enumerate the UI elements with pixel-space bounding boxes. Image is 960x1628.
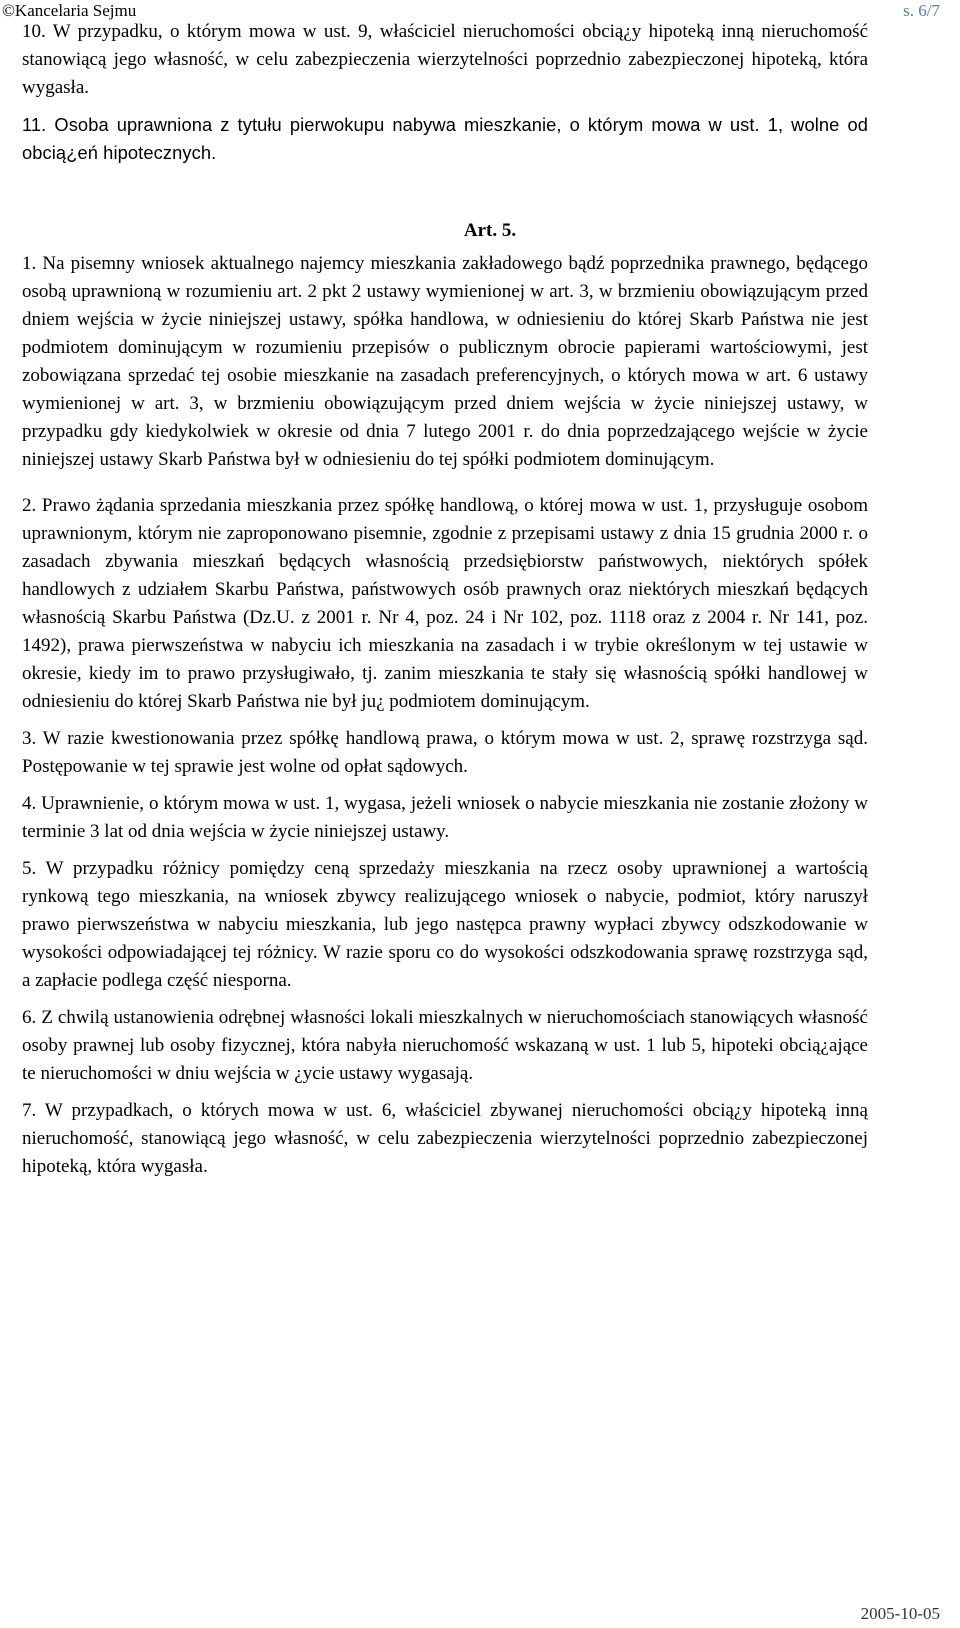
header-page-number: s. 6/7 <box>903 1 940 20</box>
article-title: Art. 5. <box>463 220 517 241</box>
article-paragraph-5: 5. W przypadku różnicy pomiędzy ceną sprzedaży mieszkania na rzecz osoby uprawnionej a wartością rynkową tego mieszkania, na wniosek zbywcy realizującego wniosek o nabycie, podmiot, który naruszył prawo pierwszeństwa w nabyciu mieszkania, lub jego następca prawny wypłaci zbywcy odszkodowanie w wysokości odpowiadającej tej różnicy. W razie sporu co do wysokości odszkodowania sprawę rozstrzyga sąd, a zapłacie podlega część niesporna. <box>22 858 868 991</box>
article-paragraph-1: 1. Na pisemny wniosek aktualnego najemcy mieszkania zakładowego bądź poprzednika prawnego, będącego osobą uprawnioną w rozumieniu art. 2 pkt 2 ustawy wymienionej w art. 3, w brzmieniu obowiązującym przed dniem wejścia w życie niniejszej ustawy, spółka handlowa, w odniesieniu do której Skarb Państwa nie jest podmiotem dominującym w rozumieniu przepisów o publicznym obrocie papierami wartościowymi, jest zobowiązana sprzedać tej osobie mieszkanie na zasadach preferencyjnych, o których mowa w art. 6 ustawy wymienionej w art. 3, w brzmieniu obowiązującym przed dniem wejścia w życie niniejszej ustawy, w przypadku gdy kiedykolwiek w okresie od dnia 7 lutego 2001 r. do dnia poprzedzającego wejście w życie niniejszej ustawy Skarb Państwa był w odniesieniu do tej spółki podmiotem dominującym. <box>22 253 868 470</box>
paragraph-11: 11. Osoba uprawniona z tytułu pierwokupu nabywa mieszkanie, o którym mowa w ust. 1, wolne od obcią¿eń hipotecznych. <box>22 114 868 163</box>
document-body <box>22 18 868 1181</box>
article-paragraph-6: 6. Z chwilą ustanowienia odrębnej własności lokali mieszkalnych w nieruchomościach stanowiących własność osoby prawnej lub osoby fizycznej, która nabyła nieruchomość wskazaną w ust. 1 lub 5, hipoteki obcią¿ające te nieruchomości w dniu wejścia w ¿ycie ustawy wygasają. <box>22 1007 868 1084</box>
footer-date: 2005-10-05 <box>860 1604 940 1623</box>
article-paragraph-7: 7. W przypadkach, o których mowa w ust. 6, właściciel zbywanej nieruchomości obcią¿y hipoteką inną nieruchomość, stanowiącą jego własność, w celu zabezpieczenia wierzytelności poprzednio zabezpieczonej hipoteką, która wygasła. <box>22 1100 868 1177</box>
article-paragraph-4: 4. Uprawnienie, o którym mowa w ust. 1, wygasa, jeżeli wniosek o nabycie mieszkania nie zostanie złożony w terminie 3 lat od dnia wejścia w życie niniejszej ustawy. <box>22 793 868 842</box>
article-paragraph-2: 2. Prawo żądania sprzedania mieszkania przez spółkę handlową, o której mowa w ust. 1, przysługuje osobom uprawnionym, którym nie zaproponowano pisemnie, zgodnie z przepisami ustawy z dnia 15 grudnia 2000 r. o zasadach zbywania mieszkań będących własnością przedsiębiorstw państwowych, niektórych spółek handlowych z udziałem Skarbu Państwa, państwowych osób prawnych oraz niektórych mieszkań będących własnością Skarbu Państwa (Dz.U. z 2001 r. Nr 4, poz. 24 i Nr 102, poz. 1118 oraz z 2004 r. Nr 141, poz. 1492), prawa pierwszeństwa w nabyciu ich mieszkania na zasadach i w trybie określonym w tej ustawie w okresie, kiedy im to prawo przysługiwało, tj. zanim mieszkania te stały się własnością spółki handlowej w odniesieniu do której Skarb Państwa nie był ju¿ podmiotem dominującym. <box>22 495 868 712</box>
article-paragraph-3: 3. W razie kwestionowania przez spółkę handlową prawa, o którym mowa w ust. 2, sprawę rozstrzyga sąd. Postępowanie w tej sprawie jest wolne od opłat sądowych. <box>22 728 868 777</box>
paragraph-10: 10. W przypadku, o którym mowa w ust. 9, właściciel nieruchomości obcią¿y hipoteką inną nieruchomość stanowiącą jego własność, w celu zabezpieczenia wierzytelności poprzednio zabezpieczonej hipoteką, która wygasła. <box>22 21 868 98</box>
header-publisher: ©Kancelaria Sejmu <box>2 1 137 20</box>
